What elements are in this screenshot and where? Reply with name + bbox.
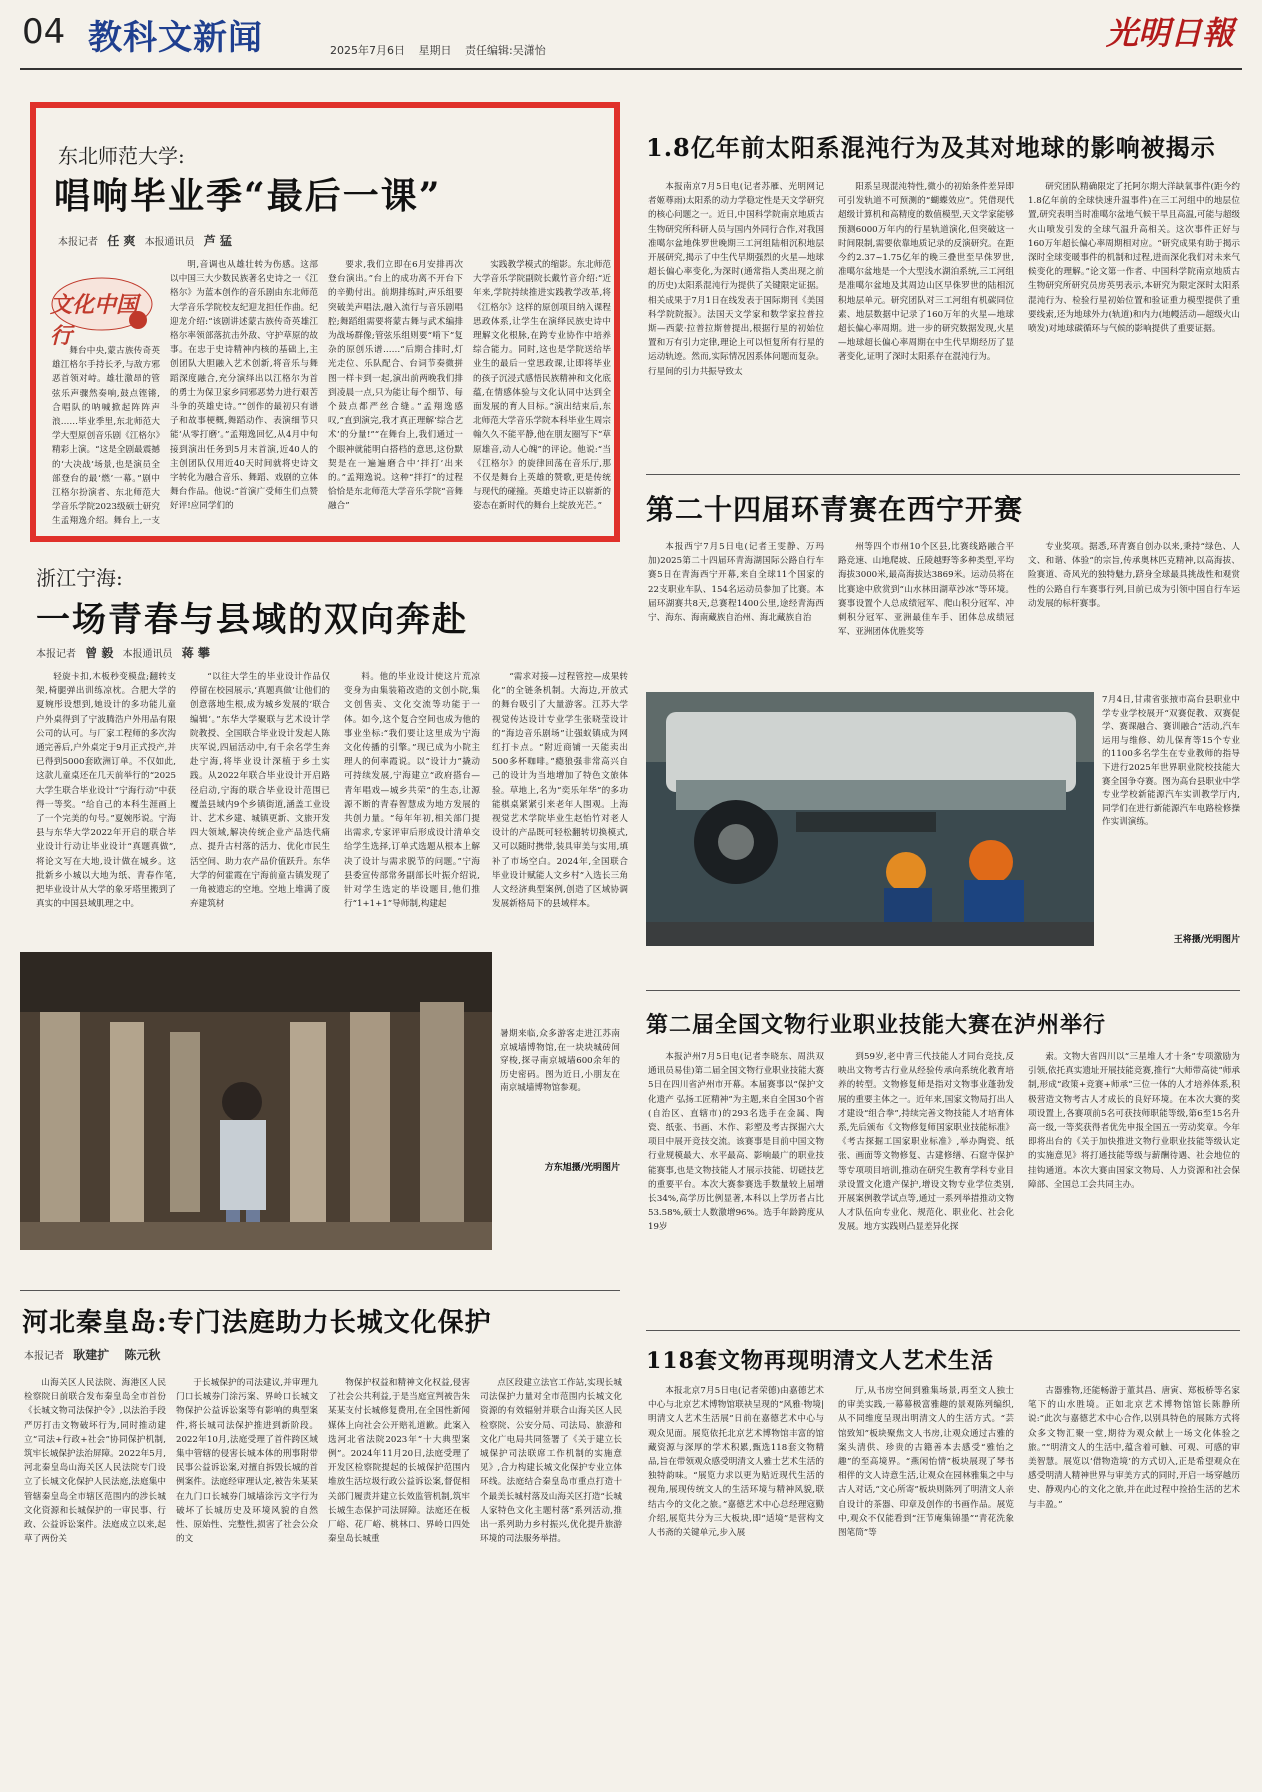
byline-name: 任 爽 xyxy=(107,234,136,248)
story1-column-2 xyxy=(170,258,318,530)
byline-name: 陈元秋 xyxy=(124,1348,161,1362)
editor-credit: 责任编辑:吴潇怡 xyxy=(465,44,546,57)
story3-column-1 xyxy=(36,670,176,932)
divider xyxy=(646,474,1240,475)
paragraph: “需求对接—过程管控—成果转化”的全链条机制。大海边,开放式的舞台吸引了大量游客。江苏大学视觉传达设计专业学生张晓莹设计的“海边音乐剧场”让强蚁镇成为网红打卡点。“附近商铺一天能卖出500多杯咖啡。”瘾狼强非常高兴自己的设计为当地增加了特色文旅体验。草地上,名为“奕乐年华”的多功能棋桌紧紧引来老年人围观。上海视觉艺术学院毕业生赵怡竹对老人设计的产品既可轻松翻转切换模式,又可以随时携带,装具审美与实用,填补了市场空白。2024年,全国联合毕业设计赋能人文乡村”入选长三角人文经济典型案例,创造了区域协调发展新格局下的县域样本。 xyxy=(492,672,628,910)
story3-byline xyxy=(36,644,216,661)
story3-headline: 一场青春与县域的双向奔赴 xyxy=(36,600,468,640)
photo-illustration xyxy=(20,952,492,1250)
paragraph: 古器雅物,还能畅游于董其昌、唐寅、郑板桥等名家笔下的山水胜境。正如北京艺术博物馆馆长陈静所说:“此次与嘉德艺术中心合作,以别具特色的展陈方式将众多文物汇聚一堂,期待为观众献上一场文化体验之旅。”“明清文人的生活中,蕴含着可触、可观、可感的审美智慧。展览以‘借物造境’的方式切入,正是希望观众在感受明清人精神世界与审美方式的同时,开启一场穿越历史、静观内心的文化之旅,并在此过程中捡拾生活的艺术与丰盈。” xyxy=(1028,1386,1240,1510)
paragraph: 本报南京7月5日电(记者苏雁、光明网记者姬尊雨)太阳系的动力学稳定性是天文学研究的核心问题之一。近日,中国科学院南京地质古生物研究所科研人员与国内外同行合作,对我国准噶尔盆地侏罗世晚期三工河组陆相沉积地层开展研究,揭示了中生代早期强烈的火星—地球超长偏心率变化,为深时(通常指人类出现之前的历史)太阳系混沌行为提供了关键限定证据。相关成果于7月1日在线发表于国际期刊《美国科学院院报》。法国天文学家和数学家拉普拉斯—西蒙·拉普拉斯曾提出,根据行星的初始位置和万有引力定律,理论上可以恒复所有行星的运动轨迹。然而,实际情况因系体问题而复杂。行星间的引力共振导致太 xyxy=(648,182,824,377)
story4-column-2 xyxy=(838,540,1014,680)
story3-column-3 xyxy=(344,670,480,932)
story5-headline: 第二届全国文物行业职业技能大赛在泸州举行 xyxy=(646,1012,1107,1038)
story4-column-3 xyxy=(1028,540,1240,680)
paragraph: 本报北京7月5日电(记者荣德)由嘉德艺术中心与北京艺术博物馆联袂呈现的“风雅·物境|明清文人艺术生活展”日前在嘉德艺术中心与观众见面。展览依托北京艺术博物馆丰富的馆藏资源与深厚的学术积累,甄选118套文物精品,旨在带领观众感受明清文人雅士艺术生活的独特韵味。“展览力求以更为贴近现代生活的视角,展现传统文人的生活环境与精神风貌,联结古今的文化之旅。”嘉德艺术中心总经理寇勤介绍,展览共分为三大板块,即“适境”是营构文人书斋的关键单元,步入展 xyxy=(648,1386,824,1539)
paragraph: 明,音调也从雄壮转为伤感。这部以中国三大少数民族著名史诗之一《江格尔》为蓝本创作的音乐剧由东北师范大学音乐学院校友纪迎龙担任作曲。纪迎龙介绍:“该剧讲述蒙古族传奇英雄江格尔率领部落抗击外敌、守护草原的故事。在忠于史诗精神内核的基础上,主创团队大胆融入艺术创新,将音乐与舞蹈深度融合,充分演绎出以江格尔为首的勇士为保卫家乡同邪恶势力进行艰苦斗争的英雄史诗。”“创作的最初只有谱子和故事梗概,舞蹈动作、表演细节只能‘从零打磨’。”孟翔逸回忆,从4月中旬接到演出任务到5月末首演,近40人的主创团队仅用近40天时间就将史诗文字转化为融合音乐、舞蹈、戏剧的立体舞台作品。他说:“首演广受师生们点赞好评!应同学们的 xyxy=(170,260,318,512)
paragraph: 于长城保护的司法建议,并审理九门口长城券门涂污案、界岭口长城文物保护公益诉讼案等有影响的典型案件,将长城司法保护推进到新阶段。2022年10月,法庭受理了首件跨区域集中管辖的侵害长城本体的刑事附带民事公益诉讼案,对擅自拆毁长城的首例案件。法庭经审理认定,被告朱某某在九门口长城券门城墙涂污文字行为破坏了长城历史及环境风貌的自然性、原始性、完整性,损害了社会公众的文 xyxy=(176,1378,318,1545)
paragraph: 专业奖项。据悉,环青赛自创办以来,秉持“绿色、人文、和谐、体验”的宗旨,传承奥林匹克精神,以高海拔、险赛道、奇风光的独特魅力,跻身全球最具挑战性和观赏性的公路自行车赛事行列,目前已成为引领中国自行车运动发展的标杆赛事。 xyxy=(1028,542,1240,609)
byline-name: 耿建扩 xyxy=(73,1348,110,1362)
story2-column-1 xyxy=(648,180,824,466)
story7-headline: 118套文物再现明清文人艺术生活 xyxy=(646,1348,994,1374)
paragraph: 山海关区人民法院、海港区人民检察院日前联合发布秦皇岛全市首份《长城文物司法保护令》,以法治手段严厉打击文物破坏行为,同时推动建立“司法+行政+社会”协同保护机制,筑牢长城保护法治屏障。2022年5月,河北秦皇岛山海关区人民法院专门设立了长城文化保护人民法庭,法庭集中管辖秦皇岛全市辖区范围内的涉长城文化资源和长城保护的一审民事、行政、公益诉讼案件。法庭成立以来,起草了两份关 xyxy=(24,1378,166,1545)
byline-name: 蒋 攀 xyxy=(181,646,210,660)
story7-column-1 xyxy=(648,1384,824,1784)
story3-column-2 xyxy=(190,670,330,932)
photo-illustration xyxy=(646,692,1094,946)
story6-column-4 xyxy=(480,1376,622,1784)
divider xyxy=(20,1290,620,1291)
divider xyxy=(646,1330,1240,1331)
masthead-rule xyxy=(20,68,1242,70)
story1-column-1 xyxy=(52,344,160,530)
paragraph: 研究团队精确限定了托阿尔期大洋缺氧事件(距今约1.8亿年前的全球快速升温事件)在三工河组中的地层位置,研究表明当时准噶尔盆地气候干旱且高温,可能与超级火山喷发引发的全球气温升高相关。这次事件正好与160万年超长偏心率周期相对应。“研究成果有助于揭示深时全球变暖事件的机制和过程,进而深化我们对未来气候变化的理解。”论文第一作者、中国科学院南京地质古生物研究所研究员房英男表示,本研究为限定深时太阳系混沌行为、检验行星初始位置和验证重力模型提供了重要线索,还为地球外力(轨道)和内力(地幔活动—超级火山喷发)对地球碳循环与气候的影响提供了重要证据。 xyxy=(1028,182,1240,335)
story3-kicker: 浙江宁海: xyxy=(36,566,123,590)
paragraph: 轻旋卡扣,木板秒变模盘;翻转支架,椅腿弹出训练凉枕。合肥大学的夏婉彤设想到,她设计的多功能儿童户外桌得到了宁波腾浩户外用品有限公司的认可。与厂家工程师的多次沟通完善后,户外桌定于9月正式投产,并已得到5000套欧洲订单。不仅如此,这款儿童桌还在几天前举行的“2025大学生联合毕业设计“宁海行动”中获得一等奖。“给自己的本科生涯画上了一个完美的句号。”夏婉彤说。宁海县与东华大学2022年开启的联合毕业设计行动让毕业设计“真题真做”,将论文写在大地,设计做在城乡。这批新乡小城以大地为纸、青春作笔,把毕业设计从大学的象牙塔里搬到了真实的中国县域肌理之中。 xyxy=(36,672,176,910)
paragraph: 点区段建立法官工作站,实现长城司法保护力量对全市范围内长城文化资源的有效辐射并联合山海关区人民检察院、公安分局、司法局、旅游和文化广电局共同签署了《关于建立长城保护司法联席工作机制的实施意见》,合力构建长城文化保护专业立体环线。法庭结合秦皇岛市重点打造十个最美长城村落及山海关区打造“长城人家特色文化主题村落”系列活动,推出一系列助力乡村振兴,优化提升旅游环境的司法服务举措。 xyxy=(480,1378,622,1545)
paragraph: 要求,我们立即在6月安排再次登台演出。”台上的成功离不开台下的辛勤付出。前期排练时,声乐组要突破美声唱法,融入流行与音乐剧唱腔;舞蹈组需要将蒙古舞与武术编排为战场群像;管弦乐组则要“啃下”复杂的原创乐谱……“后期合排时,灯光走位、乐队配合、台词节奏微拼图一样卡到一起,演出前两晚我们排到凌晨一点,只为能让每个细节、每个鼓点都严丝合缝。”孟翔逸感叹,“直到演完,我才真正理解‘综合艺术’的分量!”“在舞台上,我们通过一个眼神就能明白搭档的意思,这份默契是在一遍遍磨合中‘拌打’出来的。”孟翔逸说。这种“拌打”的过程恰恰是东北师范大学音乐学院“音舞融合” xyxy=(328,260,463,512)
byline-label: 本报记者 xyxy=(58,237,98,248)
byline-label: 本报记者 xyxy=(36,649,76,660)
photo1-credit: 王将摄/光明图片 xyxy=(1173,935,1240,945)
paragraph: 州等四个市州10个区县,比赛线路融合平路竞速、山地爬坡、丘陵越野等多种类型,平均海拔3000米,最高海拔达3869米。运动员将在比赛途中欣赏到“山水林田湖草沙冰”等环境。赛事设置个人总成绩冠军、爬山积分冠军、冲刺积分冠军、亚洲最佳车手、团体总成绩冠军、亚洲团体优胜奖等 xyxy=(838,542,1014,638)
paragraph: 舞台中央,蒙古族传奇英雄江格尔手持长矛,与敌方邪恶首领对峙。雄壮激昂的管弦乐声骤然奏响,鼓点铿锵,合唱队的呐喊掀起阵阵声浪……毕业季里,东北师范大学大型原创音乐剧《江格尔》精彩上演。“这是全剧最震撼的‘大决战’场景,也是演员全部登台的最‘燃’一幕。”剧中江格尔扮演者、东北师范大学音乐学院2023级硕士研究生孟翔逸介绍。舞台上,一支 xyxy=(52,346,160,527)
story3-column-4 xyxy=(492,670,628,932)
story6-column-3 xyxy=(328,1376,470,1784)
byline-name: 芦 猛 xyxy=(203,234,232,248)
culture-badge xyxy=(44,270,154,349)
story6-column-2 xyxy=(176,1376,318,1784)
masthead-meta xyxy=(330,42,556,58)
story7-column-3 xyxy=(1028,1384,1240,1784)
paragraph: “以往大学生的毕业设计作品仅停留在校园展示,‘真题真做’让他们的创意落地生根,成为城乡发展的‘联合编辑’。”东华大学聚联与艺术设计学院教授、全国联合毕业设计发起人陈庆军说,四届活动中,有千余名学生奔赴宁海,将毕业设计深植于乡土实践。从2022年联合毕业设计开启路径启动,宁海的联合毕业设计范围已覆盖县域内9个乡镇街道,涵盖工业设计、艺术乡建、城镇更新、文旅开发四大领域,解决传统企业产品迭代痛点、提升古村落的活力、优化市民生活空间、助力农产品价值跃升。东华大学的何霍霞在宁海前童古镇发现了一角被遗忘的空地。空地上堆满了废弃建筑材 xyxy=(190,672,330,910)
story1-column-3 xyxy=(328,258,463,530)
story4-headline: 第二十四届环青赛在西宁开赛 xyxy=(646,493,1024,526)
story1-kicker: 东北师范大学: xyxy=(58,144,185,168)
story5-column-3 xyxy=(1028,1050,1240,1318)
photo2-caption: 暑期来临,众多游客走进江苏南京城墙博物馆,在一块块城砖间穿梭,探寻南京城墙600余年的历史密码。图为近日,小朋友在南京城墙博物馆参观。 xyxy=(500,1029,620,1094)
badge-label: 文化中国行 xyxy=(50,292,139,349)
section-title: 教科文新闻 xyxy=(88,18,263,58)
byline-label: 本报通讯员 xyxy=(122,649,173,660)
photo-vehicle-training xyxy=(646,692,1094,946)
story1-column-4 xyxy=(473,258,611,530)
paragraph: 实践教学模式的缩影。东北师范大学音乐学院副院长戴竹音介绍:“近年来,学院持续推进实践教学改革,将《江格尔》这样的原创项目纳入课程思政体系,让学生在演绎民族史诗中理解文化根脉,在跨专业协作中培养综合能力。同时,这也是学院送给毕业生的最后一堂思政课,让即将毕业的孩子沉浸式感悟民族精神和文化底蕴,在情感体验与文化认同中达到全面发展的育人目标。”演出结束后,东北师范大学音乐学院本科毕业生周宗翰久久不能平静,他在朋友圈写下“草原雄音,动人心魄”的评论。他说:“当《江格尔》的旋律回荡在音乐厅,那不仅是舞台上英雄的赞歌,更是传统与现代的碰撞。英雄史诗正以崭新的姿态在新时代的舞台上绽放光芒。” xyxy=(473,260,611,512)
byline-label: 本报通讯员 xyxy=(144,237,195,248)
story2-column-2 xyxy=(838,180,1014,466)
story6-byline xyxy=(24,1346,166,1363)
page-number: 04 xyxy=(22,12,66,52)
paragraph: 本报西宁7月5日电(记者王雯静、万玛加)2025第二十四届环青海湖国际公路自行车赛5日在青海西宁开幕,来自全球11个国家的22支职业车队、154名运动员参加了比赛。本届环湖赛共8天,总赛程1400公里,途经青海西宁、海东、海南藏族自治州、海北藏族自治 xyxy=(648,542,824,624)
story5-column-2 xyxy=(838,1050,1014,1318)
story6-headline: 河北秦皇岛:专门法庭助力长城文化保护 xyxy=(22,1308,492,1338)
story2-column-3 xyxy=(1028,180,1240,466)
paragraph: 索。文物大省四川以“三星堆人才十条”专项激励为引领,依托真实遗址开展技能竞赛,推行“大师带高徒”师承制,形成“政策+竞赛+师承”三位一体的人才培养体系,积极营造文物考古人才成长的良好环境。在本次大赛的奖项设置上,各赛项前5名可获技师职能等级,第6至15名升高一级,一等奖获得者优先申报全国五一劳动奖章。今年即将出台的《关于加快推进文物行业职业技能等级认定的实施意见》将打通技能等级与薪酬待遇、社会地位的挂钩通道。本次大赛由国家文物局、人力资源和社会保障部、全国总工会共同主办。 xyxy=(1028,1052,1240,1190)
byline-name: 曾 毅 xyxy=(85,646,114,660)
photo2-credit: 方东旭摄/光明图片 xyxy=(544,1163,620,1173)
paragraph: 到59岁,老中青三代技能人才同台竞技,反映出文物考古行业从经验传承向系统化教育培养的转型。文物修复师是指对文物事业蓬勃发展的重要主体之一。近年来,国家文物局打出人才建设“组合拳”,持续完善文物技能人才培育体系,先后颁布《文物修复师国家职业技能标准》《考古探掘工国家职业标准》,举办陶瓷、纸张、画面等文物修复、古建修缮、石窟寺保护等专项项目培训,推动在研究生教育学科专业目录设置文化遗产保护,增设文物专业学位类别,开展案例教学试点等,通过一系列举措推动文物人才队伍向专业化、规范化、职业化、社会化发展。地方实践则凸显差异化探 xyxy=(838,1052,1014,1233)
story2-headline: 1.8亿年前太阳系混沌行为及其对地球的影响被揭示 xyxy=(646,133,1216,162)
story7-column-2 xyxy=(838,1384,1014,1784)
issue-weekday: 星期日 xyxy=(418,44,452,57)
paragraph: 本报泸州7月5日电(记者李晓东、周洪双 通讯员易佳)第二届全国文物行业职业技能大赛5日在四川省泸州市开幕。本届赛事以“保护文化遗产 弘扬工匠精神”为主题,来自全国30个省(自治区、直辖市)的293名选手在金属、陶瓷、纸张、书画、木作、彩塑及考古探掘六大项目中展开竞技交流。该赛事是目前中国文物行业规模最大、水平最高、影响最广的职业技能赛事,也是文物技能人才展示技能、切磋技艺的重要平台。本次大赛参赛选手数量较上届增长34%,高学历比例显著,本科以上学历者占比53.58%,硕士人数激增96%。选手年龄跨度从19岁 xyxy=(648,1052,824,1233)
story1-byline xyxy=(58,232,238,249)
photo-wall-museum xyxy=(20,952,492,1250)
paragraph: 阳系呈现混沌特性,微小的初始条件差异即可引发轨道不可预测的“蝴蝶效应”。凭借现代超级计算机和高精度的数值模型,天文学家能够预测6000万年内的行星轨道演化,但突破这一时间限制,需要依靠地质记录的反演研究。在距今约2.37~1.75亿年的晚三叠世至早侏罗世,准噶尔盆地是一个大型浅水湖泊系统,三工河组是准噶尔盆地及其周边山区早侏罗世的陆相沉积地层单元。研究团队对三工河组有机碳同位素、地层数据中记录了160万年的火星—地球超长偏心率周期。进一步的研究数据发现,火星—地球超长偏心率周期在中生代早期经历了显著变化,证明了深时太阳系存在混沌行为。 xyxy=(838,182,1014,363)
story4-column-1 xyxy=(648,540,824,680)
paragraph: 料。他的毕业设计使这片荒凉变身为由集装箱改造的文创小院,集文创售卖、文化交流等功能于一体。如今,这个复合空间也成为他的事业坐标:“我们要让这里成为宁海文化传播的引擎。”现已成为小院主理人的何率霞说。以“设计力”撬动可持续发展,宁海建立“政府搭台—青年唱戏—城乡共荣”的生态,让源源不断的青春智慧成为地方发展的共创力量。“每年年初,相关部门提出需求,专家评审后形成设计清单交给学生选择,订单式选题从根本上解决了设计与需求脱节的问题。”宁海县委宣传部常务副部长叶振介绍说,针对学生选定的毕设题目,他们推行“1+1+1”导师制,构建起 xyxy=(344,672,480,910)
story1-headline: 唱响毕业季“最后一课” xyxy=(54,175,442,217)
paragraph: 厅,从书房空间到雅集场景,再至文人独士的审美实践,一幕幕极富雅趣的景观陈列编织,从不同维度呈现出明清文人的生活方式。“芸馆致知”板块聚焦文人书房,让观众通过古雅的案头清供、珍贵的古籍善本去感受“雅怡之趣”的至高境界。“燕闲怡情”板块展现了琴书相伴的文人诗意生活,让观众在园林雅集之中与古人对话,“文心所寄”板块则陈列了明清文人亲自设计的茶器、印章及创作的书画作品。展览中,观众不仅能看到“汪节庵集锦墨”“青花洗象图笔筒”等 xyxy=(838,1386,1014,1539)
divider xyxy=(646,990,1240,991)
newspaper-logo: 光明日報 xyxy=(1105,14,1234,52)
story6-column-1 xyxy=(24,1376,166,1784)
story5-column-1 xyxy=(648,1050,824,1318)
photo1-caption: 7月4日,甘肃省张掖市高台县职业中学专业学校展开“双赛促教、双赛促学、赛课融合、赛训融合”活动,汽车运用与维修、幼儿保育等15个专业的1100多名学生在专业教师的指导下进行2025年世界职业院校技能大赛全国争夺赛。图为高台县职业中学专业学校新能源汽车实训教学厅内,同学们在进行新能源汽车电路检修操作实训演练。 xyxy=(1102,695,1240,828)
issue-date: 2025年7月6日 xyxy=(330,44,405,57)
paragraph: 物保护权益和精神文化权益,侵害了社会公共利益,于是当庭宣判被告朱某某支付长城修复费用,在全国性新闻媒体上向社会公开赔礼道歉。此案入选河北省法院2023年“十大典型案例”。2024年11月20日,法庭受理了开发区检察院提起的长城保护范围内堆放生活垃圾行政公益诉讼案,督促相关部门履责并建立长效监管机制,筑牢长城生态保护司法屏障。法庭还在板厂峪、花厂峪、桃林口、界岭口四处秦皇岛长城重 xyxy=(328,1378,470,1545)
byline-label: 本报记者 xyxy=(24,1351,64,1362)
